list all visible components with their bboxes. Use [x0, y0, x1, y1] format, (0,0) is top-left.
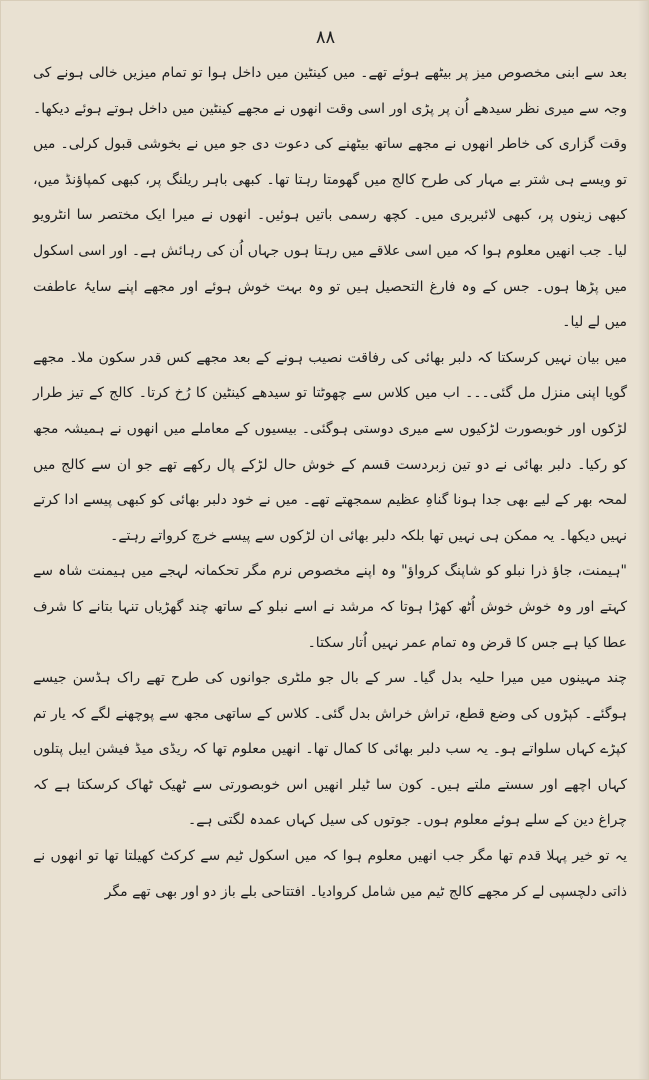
page-gutter-shadow	[638, 1, 648, 1080]
paragraph-3: "ہیمنت، جاؤ ذرا نبلو کو شاپنگ کرواؤ" وہ اپنے مخصوص نرم مگر تحکمانہ لہجے میں ہیمنت شاہ سے کہتے اور وہ خوش خوش اُٹھ کھڑا ہوتا کہ مرشد نے اسے نبلو کے ساتھ چند گھڑیاں تنہا بتانے کا شرف عطا کیا ہے جس کا قرض وہ تمام عمر نہیں اُتار سکتا۔	[33, 563, 627, 651]
paragraph-5: یہ تو خیر پہلا قدم تھا مگر جب انھیں معلوم ہوا کہ میں اسکول ٹیم سے کرکٹ کھیلتا تھا تو انھوں نے ذاتی دلچسپی لے کر مجھے کالج ٹیم میں شامل کروادیا۔ افتتاحی بلے باز دو اور بھی تھے مگر	[33, 848, 627, 900]
page-number: ۸۸	[315, 27, 336, 48]
body-text	[33, 56, 627, 910]
paragraph-1: بعد سے ابنی مخصوص میز پر بیٹھے ہوئے تھے۔ میں کینٹین میں داخل ہوا تو تمام میزیں خالی ہونے کی وجہ سے میری نظر سیدھے اُن پر پڑی اور اسی وقت انھوں نے مجھے کینٹین میں داخل ہوتے ہوئے دیکھا۔ وقت گزاری کی خاطر انھوں نے مجھے ساتھ بیٹھنے کی دعوت دی جو میں نے بخوشی قبول کرلی۔ میں تو ویسے ہی شتر بے مہار کی طرح کالج میں گھومتا رہتا تھا۔ کبھی باہر ریلنگ پر، کبھی کمپاؤنڈ میں، کبھی زینوں پر، کبھی لائبریری میں۔ کچھ رسمی باتیں ہوئیں۔ انھوں نے میرا ایک مختصر سا انٹرویو لیا۔ جب انھیں معلوم ہوا کہ میں اسی علاقے میں رہتا ہوں جہاں اُن کی رہائش ہے۔ اور اسی اسکول میں پڑھا ہوں۔ جس کے وہ فارغ التحصیل ہیں تو وہ بہت خوش ہوئے اور مجھے اپنے سایۂ عاطفت میں لے لیا۔	[33, 65, 627, 331]
paragraph-4: چند مہینوں میں میرا حلیہ بدل گیا۔ سر کے بال جو ملٹری جوانوں کی طرح تھے راک ہڈسن جیسے ہوگئے۔ کپڑوں کی وضع قطع، تراش خراش بدل گئی۔ کلاس کے ساتھی مجھ سے پوچھنے لگے کہ یار تم کپڑے کہاں سلواتے ہو۔ یہ سب دلبر بھائی کا کمال تھا۔ انھیں معلوم تھا کہ ریڈی میڈ فیشن ایبل پتلوں کہاں اچھے اور سستے ملتے ہیں۔ کون سا ٹیلر انھیں اس خوبصورتی سے ٹھیک ٹھاک کرسکتا ہے کہ چراغ دین کے سلے ہوئے معلوم ہوں۔ جوتوں کی سیل کہاں عمدہ لگتی ہے۔	[33, 670, 627, 829]
paragraph-2: میں بیان نہیں کرسکتا کہ دلبر بھائی کی رفاقت نصیب ہونے کے بعد مجھے کس قدر سکون ملا۔ مجھے گویا اپنی منزل مل گئی۔۔۔ اب میں کلاس سے چھوٹتا تو سیدھے کینٹین کا رُخ کرتا۔ کالج کے تیز طرار لڑکوں اور خوبصورت لڑکیوں سے میری دوستی ہوگئی۔ بیسیوں کے معاملے میں انھوں نے ہمیشہ مجھ کو رکیا۔ دلبر بھائی نے دو تین زبردست قسم کے خوش حال لڑکے پال رکھے تھے جو ان سے کالج میں لمحہ بھر کے لیے بھی جدا ہونا گناہِ عظیم سمجھتے تھے۔ میں نے خود دلبر بھائی کو کبھی پیسے ادا کرتے نہیں دیکھا۔ یہ ممکن ہی نہیں تھا بلکہ دلبر بھائی ان لڑکوں سے پیسے خرچ کرواتے رہتے۔	[33, 349, 627, 544]
